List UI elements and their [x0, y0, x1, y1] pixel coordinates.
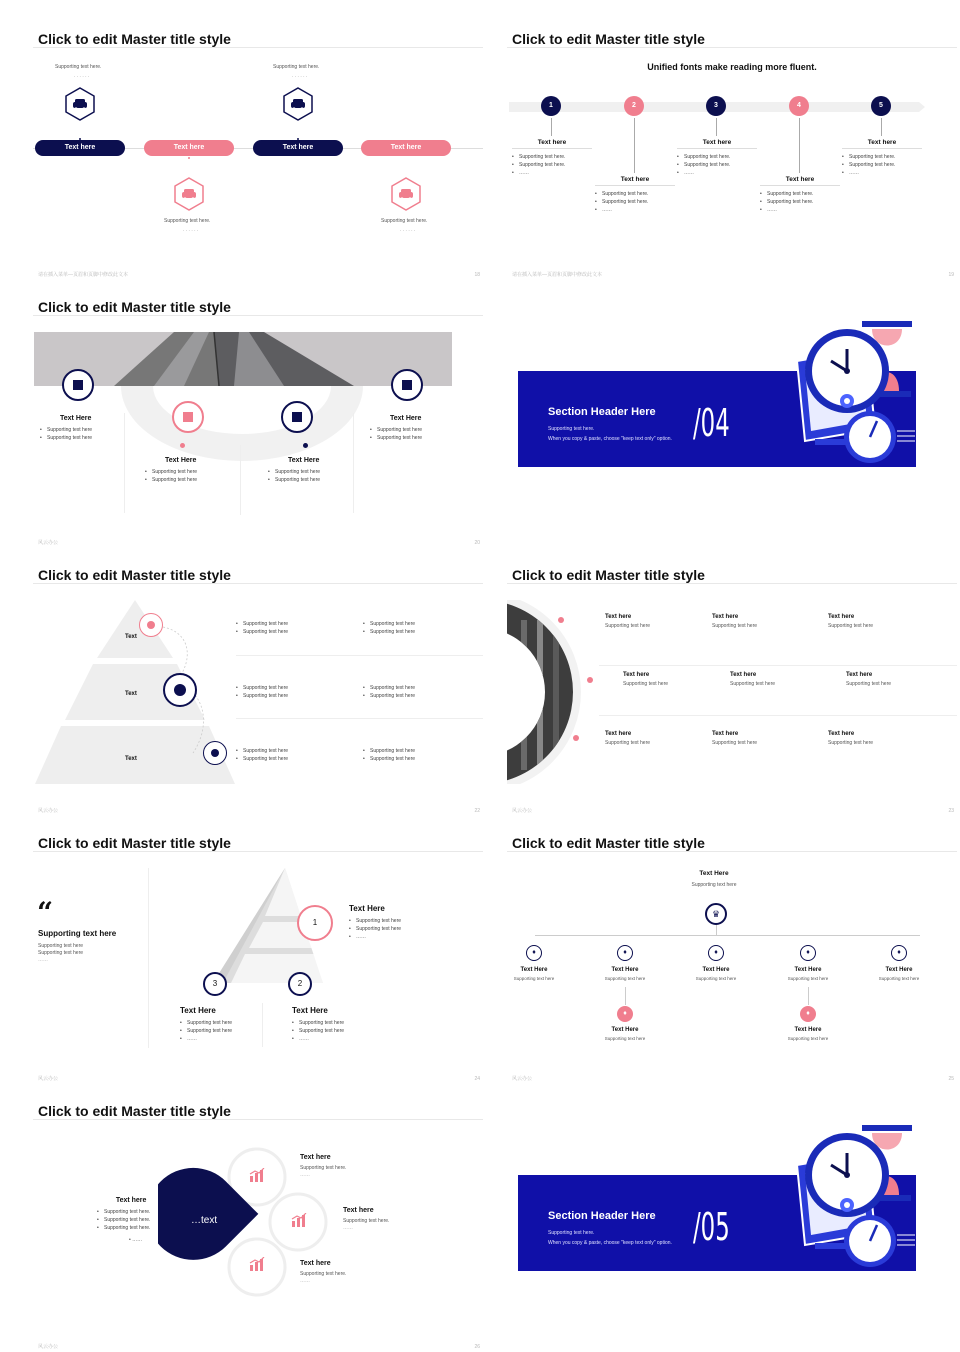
pill-button-1[interactable]: Text here [35, 140, 125, 156]
chart-icon [291, 1213, 307, 1227]
building-icon [172, 401, 204, 433]
info-cell [846, 672, 891, 687]
slide-subtitle: Unified fonts make reading more fluent. [647, 62, 817, 72]
column-divider [124, 413, 125, 513]
slide-22[interactable] [33, 563, 483, 817]
bullet: • Supporting text here. [97, 1208, 150, 1216]
bullet: • Supporting text here [370, 426, 422, 434]
user-money-icon [203, 741, 227, 765]
quote-mark: “ [37, 896, 54, 929]
ellipsis: …… [300, 1172, 310, 1178]
cell-sub: Supporting text here [730, 681, 776, 687]
info-cell [730, 672, 775, 687]
cell-sub: Supporting text here [605, 740, 651, 746]
step-card-5 [842, 139, 922, 177]
info-cell [712, 614, 757, 629]
petal-text-2 [343, 1207, 389, 1231]
ellipsis-2: . . . . . . [183, 227, 199, 233]
chart-icon [249, 1257, 265, 1271]
bullet: • Supporting text here [268, 476, 320, 484]
bullet: • …… [677, 169, 757, 177]
org-top-heading: Text Here [699, 870, 729, 877]
bullet: • Supporting text here. [760, 198, 840, 206]
slide-title: Click to edit Master title style [512, 835, 705, 851]
page-number: 19 [948, 272, 954, 278]
bullet: • Supporting text here [236, 620, 288, 628]
bullet-group [363, 684, 415, 700]
node-heading: Text Here [794, 1027, 822, 1033]
tier-label-1: Text [125, 634, 137, 640]
footer-brand: 风云办公 [38, 540, 59, 546]
bullet: • Supporting text here [236, 747, 288, 755]
petal-heading: Text here [343, 1207, 374, 1214]
node-sub: Supporting text here [604, 1036, 646, 1041]
node-heading: Text Here [611, 967, 639, 973]
org-node [598, 967, 652, 981]
quote-line: Supporting text here [38, 943, 84, 949]
org-node [507, 967, 561, 981]
bullet: • Supporting text here. [677, 161, 757, 169]
ellipsis: …… [300, 1278, 310, 1284]
supporting-text-3: Supporting text here. [273, 64, 320, 70]
bullet: • Supporting text here [236, 684, 288, 692]
org-stem [716, 925, 717, 935]
bullet: • Supporting text here [145, 468, 197, 476]
org-stem [808, 987, 809, 1005]
petal-text-1 [300, 1154, 346, 1178]
step-heading: Text here [512, 139, 592, 149]
column-1 [40, 415, 92, 442]
petal-text-3 [300, 1260, 346, 1284]
step-heading: Text here [760, 176, 840, 186]
droplet-icon: ♦ [800, 945, 816, 961]
bullet: • Supporting text here. [595, 198, 675, 206]
column-4 [370, 415, 422, 442]
cell-heading: Text here [605, 731, 632, 737]
building-icon [391, 369, 423, 401]
info-cell [712, 731, 757, 746]
left-text-block [97, 1197, 150, 1244]
pill-button-2[interactable]: Text here [144, 140, 234, 156]
cell-heading: Text here [828, 614, 855, 620]
slide-title: Click to edit Master title style [38, 31, 231, 47]
footer-brand: 风云办公 [38, 1344, 59, 1350]
pill-button-3[interactable]: Text here [253, 140, 343, 156]
section-line-1: Supporting text here. [548, 426, 595, 432]
title-divider [33, 583, 483, 584]
node-sub: Supporting text here [878, 976, 920, 981]
column-divider [353, 413, 354, 513]
bullet: • Supporting text here [349, 925, 401, 933]
droplet-icon: ♦ [617, 1006, 633, 1022]
petal-sub: Supporting text here. [300, 1271, 347, 1277]
column-heading: Text Here [60, 415, 92, 422]
step-card-2 [595, 176, 675, 214]
marker-dot [573, 735, 579, 741]
section-header-04[interactable] [507, 295, 957, 549]
cell-sub: Supporting text here [605, 623, 651, 629]
section-number: /04 [693, 401, 730, 445]
bullet: • Supporting text here [180, 1019, 232, 1027]
text-block-2 [292, 1006, 344, 1043]
bullet: • Supporting text here [349, 917, 401, 925]
info-cell [828, 731, 873, 746]
pill-button-4[interactable]: Text here [361, 140, 451, 156]
car-icon [65, 87, 95, 121]
column-heading: Text Here [288, 457, 320, 464]
building-icon [281, 401, 313, 433]
car-icon [174, 177, 204, 211]
bullet: • Supporting text here. [595, 190, 675, 198]
ellipsis-4: . . . . . . [400, 227, 416, 233]
cell-heading: Text here [712, 614, 739, 620]
droplet-icon: ♦ [617, 945, 633, 961]
bullet: • Supporting text here. [512, 161, 592, 169]
node-heading: Text Here [794, 967, 822, 973]
row-divider [599, 715, 957, 716]
text-block-1 [349, 904, 401, 941]
gear-icon [840, 1198, 854, 1212]
arc-decoration [121, 386, 363, 466]
cell-sub: Supporting text here [712, 740, 758, 746]
org-stem [625, 987, 626, 1005]
building-photo-arc [507, 600, 601, 784]
clock-illustration [757, 321, 922, 471]
tier-label-2: Text [125, 691, 137, 697]
slide-18[interactable] [33, 27, 483, 281]
car-icon [391, 177, 421, 211]
quote-heading: Supporting text here [38, 929, 117, 938]
tier-label-3: Text [125, 756, 137, 762]
slide-24[interactable] [33, 831, 483, 1085]
crown-icon: ♛ [705, 903, 727, 925]
slide-20[interactable] [33, 295, 483, 549]
droplet-icon: ♦ [891, 945, 907, 961]
user-money-icon [163, 673, 197, 707]
org-node [872, 967, 926, 981]
column-heading: Text Here [165, 457, 197, 464]
cell-heading: Text here [730, 672, 757, 678]
info-cell [623, 672, 668, 687]
bullet: • Supporting text here [292, 1019, 344, 1027]
page-number: 24 [474, 1076, 480, 1082]
column-divider [262, 1003, 263, 1047]
bullet: • Supporting text here [363, 628, 415, 636]
petal-sub: Supporting text here. [343, 1218, 390, 1224]
step-number-3: 3 [203, 972, 227, 996]
page-number: 20 [474, 540, 480, 546]
step-heading: Text here [595, 176, 675, 186]
slide-title: Click to edit Master title style [38, 835, 231, 851]
bullet: • Supporting text here [40, 434, 92, 442]
page-number: 26 [474, 1344, 480, 1350]
droplet-icon: ♦ [526, 945, 542, 961]
step-card-1 [512, 139, 592, 177]
page-number: 23 [948, 808, 954, 814]
info-cell [605, 614, 650, 629]
org-node [598, 1027, 652, 1041]
stopwatch-icon [844, 1215, 896, 1267]
step-2: 2 [624, 96, 644, 116]
cell-sub: Supporting text here [846, 681, 892, 687]
cell-sub: Supporting text here [623, 681, 669, 687]
step-heading: Text here [677, 139, 757, 149]
org-node [781, 967, 835, 981]
page-number: 18 [474, 272, 480, 278]
text-block-3 [180, 1006, 232, 1043]
center-text: …text [191, 1215, 218, 1226]
org-node [689, 967, 743, 981]
bullet-group [363, 747, 415, 763]
bullet: • Supporting text here [363, 692, 415, 700]
bullet: • Supporting text here [236, 628, 288, 636]
bullet: • Supporting text here. [677, 153, 757, 161]
step-heading: Text here [842, 139, 922, 149]
row-divider [236, 718, 483, 719]
gear-icon [840, 394, 854, 408]
footer-text: 请在插入菜单—页眉和页脚中修改此文本 [512, 272, 603, 278]
column-2 [145, 457, 197, 484]
marker-dot [558, 617, 564, 623]
step-number-2: 2 [288, 972, 312, 996]
footer-brand: 风云办公 [38, 808, 59, 814]
row-divider [236, 655, 483, 656]
section-number: /05 [693, 1205, 730, 1249]
slide-23[interactable] [507, 563, 957, 817]
connector [881, 118, 882, 136]
column-heading: Text Here [390, 415, 422, 422]
step-1: 1 [541, 96, 561, 116]
ellipsis: • …… [129, 1237, 143, 1243]
bullet: • Supporting text here. [842, 161, 922, 169]
slide-19[interactable] [507, 27, 957, 281]
footer-text: 请在插入菜单—页眉和页脚中修改此文本 [38, 272, 129, 278]
bullet: • Supporting text here. [842, 153, 922, 161]
cell-heading: Text here [846, 672, 873, 678]
row-divider [599, 665, 957, 666]
droplet-icon: ♦ [800, 1006, 816, 1022]
title-divider [507, 851, 957, 852]
step-card-3 [677, 139, 757, 177]
building-icon [62, 369, 94, 401]
petal-heading: Text here [300, 1154, 331, 1161]
ellipsis-text: …… [132, 1237, 143, 1243]
block-heading: Text Here [180, 1006, 216, 1015]
bullet: • …… [292, 1035, 344, 1043]
node-heading: Text Here [611, 1027, 639, 1033]
slide-25[interactable] [507, 831, 957, 1085]
left-heading: Text here [115, 1197, 147, 1204]
connector-dot [188, 157, 190, 159]
cell-heading: Text here [828, 731, 855, 737]
cell-sub: Supporting text here [828, 623, 874, 629]
step-number-1: 1 [297, 905, 333, 941]
footer-brand: 风云办公 [512, 1076, 533, 1082]
bullet: • …… [349, 933, 401, 941]
cell-sub: Supporting text here [712, 623, 758, 629]
slide-title: Click to edit Master title style [38, 567, 231, 583]
section-line-1: Supporting text here. [548, 1230, 595, 1236]
chart-icon [249, 1168, 265, 1182]
marker-dot [587, 677, 593, 683]
bullet: • Supporting text here. [760, 190, 840, 198]
ellipsis: …… [343, 1225, 353, 1231]
building-photo [34, 332, 452, 386]
stopwatch-icon [844, 411, 896, 463]
slide-26[interactable] [33, 1099, 483, 1352]
bullet: • Supporting text here [180, 1027, 232, 1035]
bullet: • Supporting text here. [97, 1216, 150, 1224]
bullet: • Supporting text here [145, 476, 197, 484]
bullet: • …… [760, 206, 840, 214]
bullet: • Supporting text here [363, 620, 415, 628]
cell-heading: Text here [623, 672, 650, 678]
title-divider [507, 583, 957, 584]
block-heading: Text Here [292, 1006, 328, 1015]
cell-heading: Text here [605, 614, 632, 620]
clock-illustration [757, 1125, 922, 1275]
org-node [781, 1027, 835, 1041]
footer-brand: 风云办公 [512, 808, 533, 814]
bullet: • Supporting text here [236, 692, 288, 700]
org-branch-line [535, 935, 920, 936]
info-cell [828, 614, 873, 629]
node-sub: Supporting text here [604, 976, 646, 981]
step-3: 3 [706, 96, 726, 116]
node-sub: Supporting text here [513, 976, 555, 981]
ellipsis-1: . . . . . . [74, 73, 90, 79]
slide-title: Click to edit Master title style [38, 1103, 231, 1119]
slide-title: Click to edit Master title style [512, 31, 705, 47]
slide-title: Click to edit Master title style [38, 299, 231, 315]
connector [716, 118, 717, 136]
column-divider [240, 445, 241, 515]
bullet: • …… [512, 169, 592, 177]
bullet: • Supporting text here [363, 755, 415, 763]
slide-title: Click to edit Master title style [512, 567, 705, 583]
timeline-arrow-head [919, 102, 925, 112]
cell-heading: Text here [712, 731, 739, 737]
bullet: • Supporting text here [363, 747, 415, 755]
supporting-text-4: Supporting text here. [381, 218, 428, 224]
connector [551, 118, 552, 136]
node-heading: Text Here [520, 967, 548, 973]
ellipsis-3: . . . . . . [292, 73, 308, 79]
section-title: Section Header Here [548, 1210, 656, 1222]
bullet: • Supporting text here [370, 434, 422, 442]
step-4: 4 [789, 96, 809, 116]
title-divider [33, 851, 483, 852]
petal-heading: Text here [300, 1260, 331, 1267]
title-divider [33, 315, 483, 316]
bullet-group [236, 684, 288, 700]
page-number: 25 [948, 1076, 954, 1082]
block-heading: Text Here [349, 904, 385, 913]
node-sub: Supporting text here [787, 1036, 829, 1041]
car-icon [283, 87, 313, 121]
bullet: • Supporting text here [363, 684, 415, 692]
bullet-group [236, 747, 288, 763]
marker-dot [303, 443, 308, 448]
bullet: • …… [595, 206, 675, 214]
footer-brand: 风云办公 [38, 1076, 59, 1082]
bullet: • Supporting text here [40, 426, 92, 434]
section-line-2: When you copy & paste, choose "keep text only" option. [548, 436, 672, 442]
section-title: Section Header Here [548, 406, 656, 418]
step-card-4 [760, 176, 840, 214]
user-money-icon [139, 613, 163, 637]
title-divider [33, 47, 483, 48]
supporting-text-2: Supporting text here. [164, 218, 211, 224]
bullet: • Supporting text here [292, 1027, 344, 1035]
marker-dot [180, 443, 185, 448]
bullet-group [363, 620, 415, 636]
title-divider [33, 1119, 483, 1120]
step-5: 5 [871, 96, 891, 116]
node-sub: Supporting text here [695, 976, 737, 981]
bullet-group [236, 620, 288, 636]
cell-sub: Supporting text here [828, 740, 874, 746]
connector [799, 118, 800, 173]
vertical-divider [148, 868, 149, 1048]
connector [634, 118, 635, 173]
page-number: 22 [474, 808, 480, 814]
node-heading: Text Here [885, 967, 913, 973]
bullet: • …… [842, 169, 922, 177]
bullet: • …… [180, 1035, 232, 1043]
bullet: • Supporting text here [236, 755, 288, 763]
info-cell [605, 731, 650, 746]
bullet: • Supporting text here. [97, 1224, 150, 1232]
bullet: • Supporting text here [268, 468, 320, 476]
org-top-sub: Supporting text here [691, 882, 737, 888]
node-sub: Supporting text here [787, 976, 829, 981]
column-3 [268, 457, 320, 484]
node-heading: Text Here [702, 967, 730, 973]
bullet: • Supporting text here. [512, 153, 592, 161]
section-line-2: When you copy & paste, choose "keep text only" option. [548, 1240, 672, 1246]
supporting-text-1: Supporting text here. [55, 64, 102, 70]
section-header-05[interactable] [507, 1099, 957, 1352]
petal-sub: Supporting text here. [300, 1165, 347, 1171]
ellipsis: …… [38, 957, 48, 963]
droplet-icon: ♦ [708, 945, 724, 961]
quote-line: Supporting text here [38, 950, 84, 956]
title-divider [507, 47, 957, 48]
